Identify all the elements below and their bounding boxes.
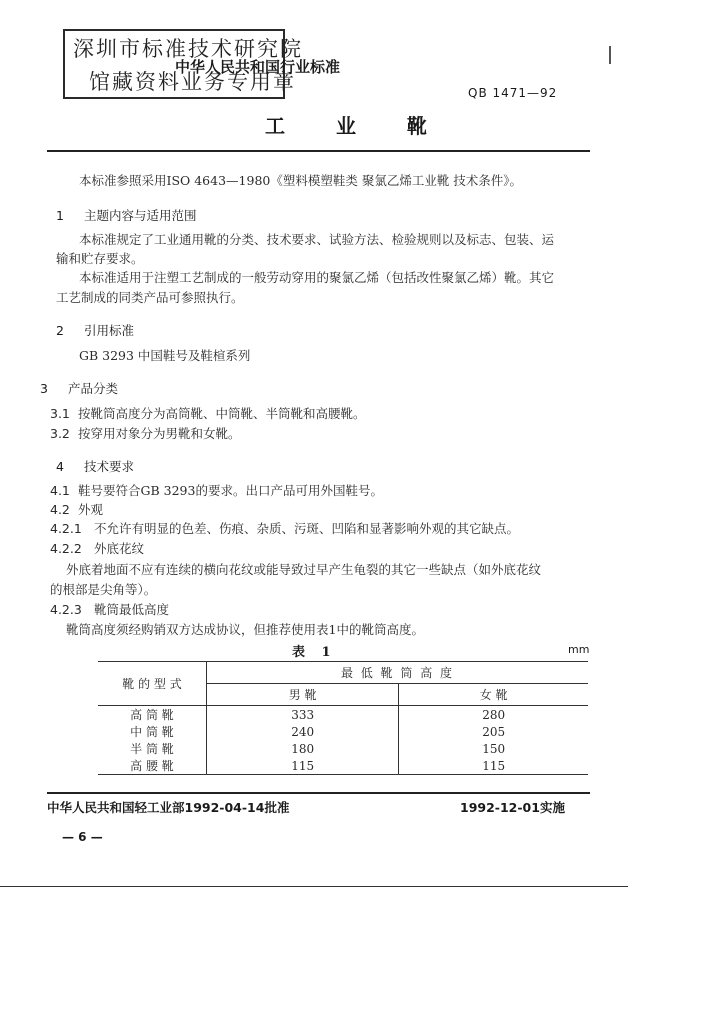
table-cell-type: 半 筒 靴: [98, 740, 207, 757]
table-cell-male: 180: [207, 740, 399, 757]
table-row: [98, 740, 588, 757]
clause-3-2-text: 按穿用对象分为男靴和女靴。: [78, 426, 241, 441]
clause-4-2-3-body: 靴筒高度须经购销双方达成协议，但推荐使用表1中的靴筒高度。: [66, 622, 424, 637]
section-1-title: 主题内容与适用范围: [84, 208, 197, 223]
table-cell-female: 280: [482, 707, 506, 722]
clause-4-2-2-number: 4.2.2: [50, 541, 82, 556]
clause-4-2-1: [50, 519, 519, 537]
table-row: [98, 723, 588, 740]
s2-reference: GB 3293 中国鞋号及鞋楦系列: [79, 348, 251, 363]
clause-4-2-3: [50, 600, 169, 618]
clause-4-1-text: 鞋号要符合GB 3293的要求。出口产品可用外国鞋号。: [78, 483, 383, 498]
section-4-heading: [56, 457, 134, 475]
section-3-title: 产品分类: [68, 381, 119, 396]
clause-3-2: [50, 424, 241, 442]
table-row: [98, 706, 588, 724]
s1-para1-line2: 输和贮存要求。: [56, 251, 144, 266]
approval-date: 中华人民共和国轻工业部1992-04-14批准: [47, 800, 290, 815]
clause-4-2: [50, 500, 103, 518]
table-cell-type: 高 筒 靴: [98, 706, 207, 724]
clause-4-2-3-text: 靴筒最低高度: [94, 602, 170, 617]
clause-4-2-3-number: 4.2.3: [50, 602, 82, 617]
table-cell-female: 150: [482, 741, 506, 756]
section-3-number: 3: [40, 381, 48, 396]
table-header-male: 男 靴: [207, 684, 399, 706]
clause-4-2-2-line2: 的根部是尖角等）。: [50, 582, 157, 597]
standard-code: QB 1471—92: [468, 86, 558, 100]
clause-4-2-2: [50, 539, 144, 557]
table-cell-male: 115: [207, 757, 399, 775]
page-title: 工 业 靴: [265, 114, 449, 138]
clause-3-1-number: 3.1: [50, 406, 70, 421]
clause-4-2-2-text: 外底花纹: [94, 541, 145, 556]
table-header-type: 靴 的 型 式: [98, 662, 207, 706]
s1-para2-line1: 本标准适用于注塑工艺制成的一般劳动穿用的聚氯乙烯（包括改性聚氯乙烯）靴。其它: [79, 270, 555, 285]
s1-para1-line1: 本标准规定了工业通用靴的分类、技术要求、试验方法、检验规则以及标志、包装、运: [79, 232, 555, 247]
clause-4-2-1-number: 4.2.1: [50, 521, 82, 536]
table-cell-female: 115: [482, 758, 506, 773]
footer-rule: [47, 792, 590, 794]
scan-edge-line: [0, 886, 628, 887]
stamp-line-2: 馆藏资料业务专用章: [89, 70, 296, 94]
table-1-title: 表 1: [292, 645, 337, 660]
intro-text: 本标准参照采用ISO 4643—1980《塑料模塑鞋类 聚氯乙烯工业靴 技术条件》。: [79, 173, 523, 188]
section-2-number: 2: [56, 323, 64, 338]
title-rule: [47, 150, 590, 152]
effective-date: 1992-12-01实施: [460, 800, 565, 815]
table-cell-female: 205: [482, 724, 506, 739]
margin-mark: [609, 46, 611, 64]
section-4-number: 4: [56, 459, 64, 474]
table-1-unit: mm: [568, 643, 590, 656]
table-header-group: 最 低 靴 筒 高 度: [207, 662, 589, 684]
table-cell-male: 240: [207, 723, 399, 740]
page-number: — 6 —: [62, 830, 103, 844]
table-row: [98, 757, 588, 775]
table-cell-type: 高 腰 靴: [98, 757, 207, 775]
table-1: [98, 661, 588, 775]
section-3-heading: [40, 379, 118, 397]
s1-para2-line2: 工艺制成的同类产品可参照执行。: [56, 290, 244, 305]
clause-4-2-2-line1: 外底着地面不应有连续的横向花纹或能导致过早产生龟裂的其它一些缺点（如外底花纹: [66, 562, 542, 577]
clause-4-2-text: 外观: [78, 502, 104, 517]
section-1-heading: [56, 206, 197, 224]
clause-3-1-text: 按靴筒高度分为高筒靴、中筒靴、半筒靴和高腰靴。: [78, 406, 366, 421]
clause-4-2-number: 4.2: [50, 502, 70, 517]
clause-3-2-number: 3.2: [50, 426, 70, 441]
section-4-title: 技术要求: [84, 459, 135, 474]
section-1-number: 1: [56, 208, 64, 223]
clause-3-1: [50, 404, 366, 422]
section-2-title: 引用标准: [84, 323, 135, 338]
clause-4-1: [50, 481, 383, 499]
clause-4-1-number: 4.1: [50, 483, 70, 498]
section-2-heading: [56, 321, 134, 339]
stamp-line-1: 深圳市标准技术研究院: [73, 37, 303, 61]
table-cell-male: 333: [207, 706, 399, 724]
table-header-female: 女 靴: [399, 684, 588, 706]
clause-4-2-1-text: 不允许有明显的色差、伤痕、杂质、污斑、凹陷和显著影响外观的其它缺点。: [94, 521, 520, 536]
table-cell-type: 中 筒 靴: [98, 723, 207, 740]
standard-organization: 中华人民共和国行业标准: [175, 58, 341, 76]
